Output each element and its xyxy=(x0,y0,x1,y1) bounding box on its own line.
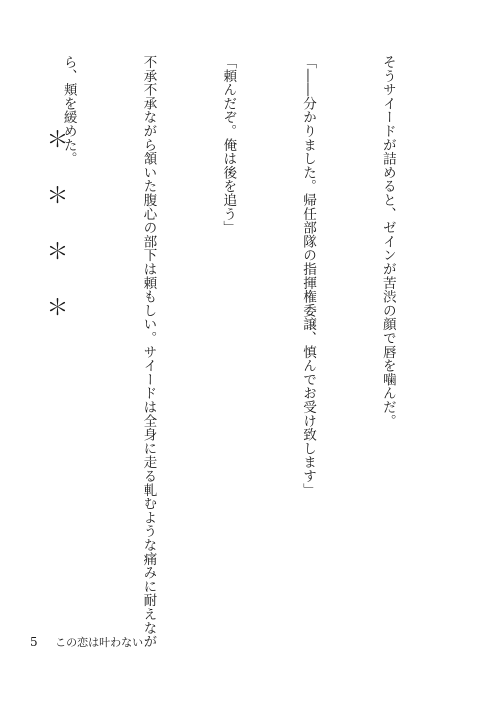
page-number: 5 xyxy=(30,635,38,649)
text-line: ら、頬を緩めた。 xyxy=(60,55,77,166)
text-line xyxy=(0,55,2,655)
section-break: ＊＊＊＊ xyxy=(43,128,68,352)
text-line: 不承不承ながら頷いた腹心の部下は頼もしい。サイードは全身に走る軋むような痛みに耐えなが xyxy=(140,55,157,649)
page-footer xyxy=(30,634,143,650)
book-title: この恋は叶わない xyxy=(55,636,144,649)
text-line: 「頼んだぞ。俺は後を追う」 xyxy=(220,55,237,235)
text-line: 「――分かりました。帰任部隊の指揮権委譲、慎んでお受け致します」 xyxy=(300,55,317,497)
text-line: そうサイードが詰めると、ゼインが苦渋の顔で唇を噛んだ。 xyxy=(379,55,396,428)
